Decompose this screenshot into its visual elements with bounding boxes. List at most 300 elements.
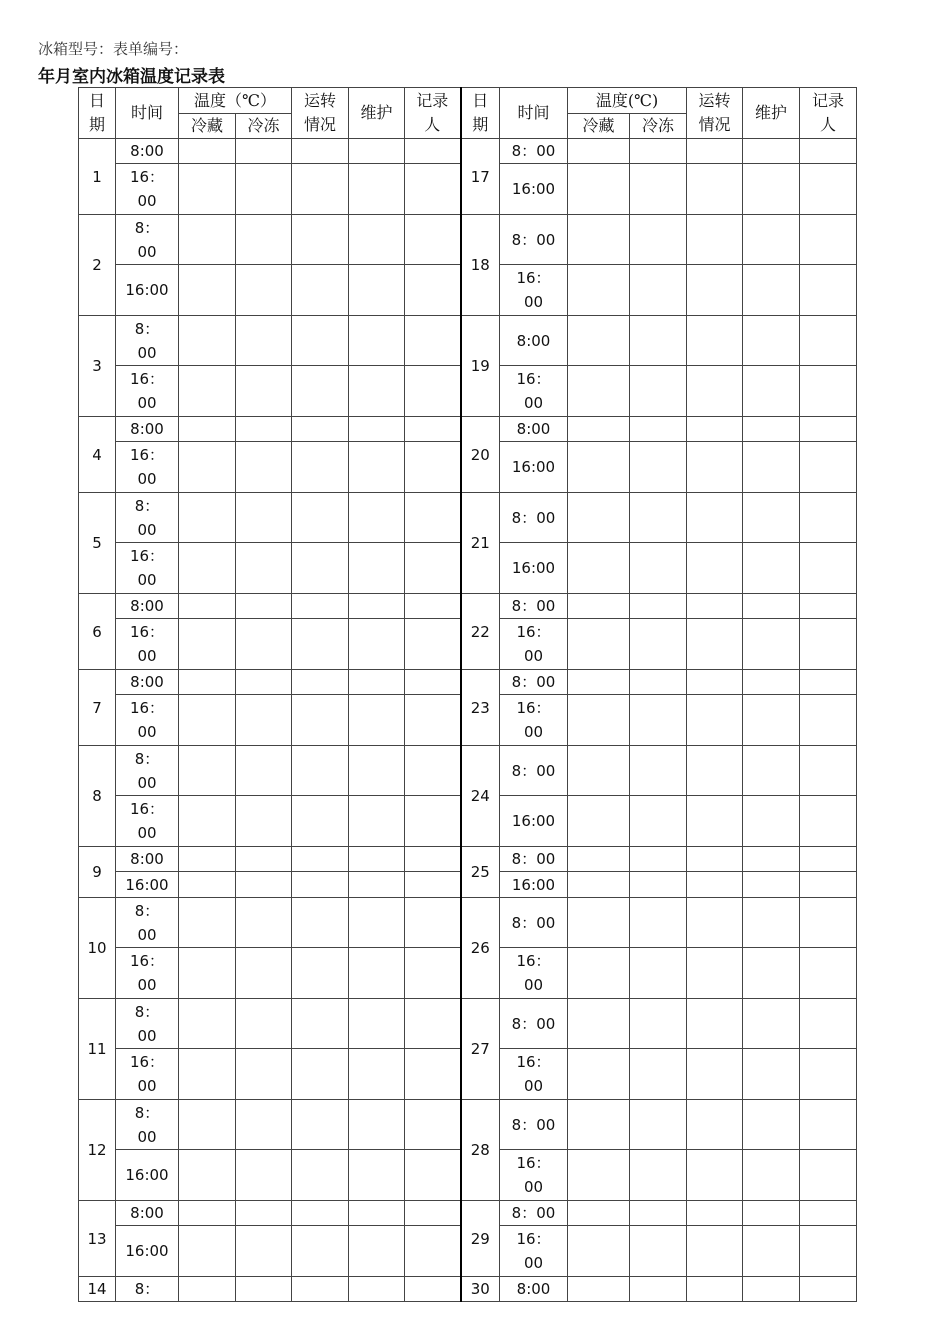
right-status-cell[interactable] xyxy=(687,898,743,948)
left-status-cell[interactable] xyxy=(292,898,349,948)
left-recorder-cell[interactable] xyxy=(405,1100,461,1150)
left-recorder-cell[interactable] xyxy=(405,670,461,695)
time-cell-morning-left: 8： 00 xyxy=(116,1100,179,1150)
right-cold-temp-cell[interactable] xyxy=(568,746,630,796)
right-frozen-temp-cell[interactable] xyxy=(630,164,687,215)
left-status-cell[interactable] xyxy=(292,139,349,164)
left-maintenance-cell[interactable] xyxy=(349,442,405,493)
right-recorder-cell[interactable] xyxy=(800,1226,857,1277)
header-frozen-right: 冷冻 xyxy=(630,114,687,139)
left-frozen-temp-cell[interactable] xyxy=(236,619,292,670)
right-maintenance-cell[interactable] xyxy=(743,1226,800,1277)
right-recorder-cell[interactable] xyxy=(800,1100,857,1150)
left-maintenance-cell[interactable] xyxy=(349,948,405,999)
right-maintenance-cell[interactable] xyxy=(743,265,800,316)
right-recorder-cell[interactable] xyxy=(800,215,857,265)
right-maintenance-cell[interactable] xyxy=(743,594,800,619)
right-maintenance-cell[interactable] xyxy=(743,543,800,594)
left-cold-temp-cell[interactable] xyxy=(179,898,236,948)
left-cold-temp-cell[interactable] xyxy=(179,594,236,619)
right-maintenance-cell[interactable] xyxy=(743,366,800,417)
right-status-cell[interactable] xyxy=(687,1201,743,1226)
left-frozen-temp-cell[interactable] xyxy=(236,543,292,594)
day-cell-left: 13 xyxy=(79,1201,116,1277)
left-status-cell[interactable] xyxy=(292,265,349,316)
right-maintenance-cell[interactable] xyxy=(743,746,800,796)
left-cold-temp-cell[interactable] xyxy=(179,872,236,898)
right-cold-temp-cell[interactable] xyxy=(568,670,630,695)
right-frozen-temp-cell[interactable] xyxy=(630,872,687,898)
left-maintenance-cell[interactable] xyxy=(349,1150,405,1201)
right-maintenance-cell[interactable] xyxy=(743,215,800,265)
right-status-cell[interactable] xyxy=(687,164,743,215)
right-cold-temp-cell[interactable] xyxy=(568,1100,630,1150)
left-status-cell[interactable] xyxy=(292,695,349,746)
right-maintenance-cell[interactable] xyxy=(743,670,800,695)
right-maintenance-cell[interactable] xyxy=(743,1100,800,1150)
left-recorder-cell[interactable] xyxy=(405,872,461,898)
table-row xyxy=(79,316,857,366)
right-recorder-cell[interactable] xyxy=(800,1277,857,1302)
left-cold-temp-cell[interactable] xyxy=(179,1226,236,1277)
left-recorder-cell[interactable] xyxy=(405,746,461,796)
left-frozen-temp-cell[interactable] xyxy=(236,670,292,695)
time-cell-morning-left: 8:00 xyxy=(116,417,179,442)
left-recorder-cell[interactable] xyxy=(405,847,461,872)
right-recorder-cell[interactable] xyxy=(800,796,857,847)
right-frozen-temp-cell[interactable] xyxy=(630,999,687,1049)
left-status-cell[interactable] xyxy=(292,1100,349,1150)
left-maintenance-cell[interactable] xyxy=(349,215,405,265)
right-cold-temp-cell[interactable] xyxy=(568,139,630,164)
left-maintenance-cell[interactable] xyxy=(349,594,405,619)
left-frozen-temp-cell[interactable] xyxy=(236,796,292,847)
left-maintenance-cell[interactable] xyxy=(349,746,405,796)
left-maintenance-cell[interactable] xyxy=(349,670,405,695)
right-frozen-temp-cell[interactable] xyxy=(630,1201,687,1226)
right-recorder-cell[interactable] xyxy=(800,670,857,695)
right-recorder-cell[interactable] xyxy=(800,1049,857,1100)
left-maintenance-cell[interactable] xyxy=(349,164,405,215)
left-recorder-cell[interactable] xyxy=(405,265,461,316)
left-recorder-cell[interactable] xyxy=(405,417,461,442)
left-cold-temp-cell[interactable] xyxy=(179,847,236,872)
left-cold-temp-cell[interactable] xyxy=(179,796,236,847)
right-maintenance-cell[interactable] xyxy=(743,417,800,442)
left-recorder-cell[interactable] xyxy=(405,215,461,265)
left-maintenance-cell[interactable] xyxy=(349,1226,405,1277)
left-maintenance-cell[interactable] xyxy=(349,1100,405,1150)
left-recorder-cell[interactable] xyxy=(405,139,461,164)
right-frozen-temp-cell[interactable] xyxy=(630,1150,687,1201)
left-status-cell[interactable] xyxy=(292,366,349,417)
right-status-cell[interactable] xyxy=(687,366,743,417)
left-maintenance-cell[interactable] xyxy=(349,139,405,164)
right-frozen-temp-cell[interactable] xyxy=(630,898,687,948)
right-cold-temp-cell[interactable] xyxy=(568,1277,630,1302)
right-frozen-temp-cell[interactable] xyxy=(630,948,687,999)
right-recorder-cell[interactable] xyxy=(800,999,857,1049)
right-recorder-cell[interactable] xyxy=(800,872,857,898)
right-frozen-temp-cell[interactable] xyxy=(630,543,687,594)
right-cold-temp-cell[interactable] xyxy=(568,796,630,847)
left-maintenance-cell[interactable] xyxy=(349,847,405,872)
right-cold-temp-cell[interactable] xyxy=(568,265,630,316)
right-cold-temp-cell[interactable] xyxy=(568,847,630,872)
right-cold-temp-cell[interactable] xyxy=(568,316,630,366)
right-status-cell[interactable] xyxy=(687,695,743,746)
right-frozen-temp-cell[interactable] xyxy=(630,1049,687,1100)
right-cold-temp-cell[interactable] xyxy=(568,543,630,594)
right-recorder-cell[interactable] xyxy=(800,442,857,493)
left-maintenance-cell[interactable] xyxy=(349,417,405,442)
right-cold-temp-cell[interactable] xyxy=(568,948,630,999)
table-header xyxy=(79,88,857,139)
left-maintenance-cell[interactable] xyxy=(349,695,405,746)
left-recorder-cell[interactable] xyxy=(405,366,461,417)
right-maintenance-cell[interactable] xyxy=(743,1201,800,1226)
left-cold-temp-cell[interactable] xyxy=(179,265,236,316)
left-frozen-temp-cell[interactable] xyxy=(236,493,292,543)
left-recorder-cell[interactable] xyxy=(405,898,461,948)
left-recorder-cell[interactable] xyxy=(405,1049,461,1100)
left-cold-temp-cell[interactable] xyxy=(179,417,236,442)
right-cold-temp-cell[interactable] xyxy=(568,366,630,417)
right-recorder-cell[interactable] xyxy=(800,265,857,316)
right-status-cell[interactable] xyxy=(687,948,743,999)
right-cold-temp-cell[interactable] xyxy=(568,417,630,442)
right-status-cell[interactable] xyxy=(687,594,743,619)
right-frozen-temp-cell[interactable] xyxy=(630,695,687,746)
left-status-cell[interactable] xyxy=(292,1201,349,1226)
time-cell-afternoon-right: 16： 00 xyxy=(500,1150,568,1201)
left-frozen-temp-cell[interactable] xyxy=(236,872,292,898)
left-status-cell[interactable] xyxy=(292,442,349,493)
right-recorder-cell[interactable] xyxy=(800,164,857,215)
right-status-cell[interactable] xyxy=(687,493,743,543)
left-recorder-cell[interactable] xyxy=(405,1277,461,1302)
left-frozen-temp-cell[interactable] xyxy=(236,417,292,442)
right-recorder-cell[interactable] xyxy=(800,366,857,417)
right-status-cell[interactable] xyxy=(687,316,743,366)
left-recorder-cell[interactable] xyxy=(405,1150,461,1201)
left-cold-temp-cell[interactable] xyxy=(179,1100,236,1150)
right-frozen-temp-cell[interactable] xyxy=(630,215,687,265)
right-status-cell[interactable] xyxy=(687,999,743,1049)
right-recorder-cell[interactable] xyxy=(800,898,857,948)
right-frozen-temp-cell[interactable] xyxy=(630,493,687,543)
left-cold-temp-cell[interactable] xyxy=(179,316,236,366)
left-cold-temp-cell[interactable] xyxy=(179,543,236,594)
left-frozen-temp-cell[interactable] xyxy=(236,1201,292,1226)
right-cold-temp-cell[interactable] xyxy=(568,619,630,670)
left-status-cell[interactable] xyxy=(292,1226,349,1277)
left-status-cell[interactable] xyxy=(292,417,349,442)
right-maintenance-cell[interactable] xyxy=(743,164,800,215)
time-cell-afternoon-right: 16:00 xyxy=(500,164,568,215)
table-row xyxy=(79,847,857,872)
left-status-cell[interactable] xyxy=(292,746,349,796)
left-cold-temp-cell[interactable] xyxy=(179,442,236,493)
left-cold-temp-cell[interactable] xyxy=(179,1277,236,1302)
left-recorder-cell[interactable] xyxy=(405,948,461,999)
left-frozen-temp-cell[interactable] xyxy=(236,1049,292,1100)
day-cell-right: 19 xyxy=(461,316,500,417)
right-frozen-temp-cell[interactable] xyxy=(630,316,687,366)
left-recorder-cell[interactable] xyxy=(405,543,461,594)
left-status-cell[interactable] xyxy=(292,316,349,366)
left-maintenance-cell[interactable] xyxy=(349,1201,405,1226)
right-status-cell[interactable] xyxy=(687,1277,743,1302)
right-recorder-cell[interactable] xyxy=(800,594,857,619)
left-maintenance-cell[interactable] xyxy=(349,1277,405,1302)
right-status-cell[interactable] xyxy=(687,872,743,898)
right-frozen-temp-cell[interactable] xyxy=(630,417,687,442)
header-status-left: 运转 情况 xyxy=(292,88,349,139)
right-recorder-cell[interactable] xyxy=(800,619,857,670)
left-recorder-cell[interactable] xyxy=(405,796,461,847)
right-maintenance-cell[interactable] xyxy=(743,139,800,164)
left-frozen-temp-cell[interactable] xyxy=(236,746,292,796)
right-status-cell[interactable] xyxy=(687,619,743,670)
left-status-cell[interactable] xyxy=(292,847,349,872)
time-cell-afternoon-right: 16： 00 xyxy=(500,366,568,417)
left-status-cell[interactable] xyxy=(292,215,349,265)
left-frozen-temp-cell[interactable] xyxy=(236,139,292,164)
right-frozen-temp-cell[interactable] xyxy=(630,1277,687,1302)
table-body xyxy=(79,139,857,1302)
left-maintenance-cell[interactable] xyxy=(349,796,405,847)
right-status-cell[interactable] xyxy=(687,796,743,847)
left-recorder-cell[interactable] xyxy=(405,442,461,493)
left-frozen-temp-cell[interactable] xyxy=(236,1150,292,1201)
day-cell-left: 3 xyxy=(79,316,116,417)
left-cold-temp-cell[interactable] xyxy=(179,948,236,999)
right-status-cell[interactable] xyxy=(687,215,743,265)
left-maintenance-cell[interactable] xyxy=(349,543,405,594)
right-recorder-cell[interactable] xyxy=(800,746,857,796)
right-frozen-temp-cell[interactable] xyxy=(630,442,687,493)
left-cold-temp-cell[interactable] xyxy=(179,1201,236,1226)
right-recorder-cell[interactable] xyxy=(800,1150,857,1201)
left-recorder-cell[interactable] xyxy=(405,999,461,1049)
right-cold-temp-cell[interactable] xyxy=(568,999,630,1049)
right-maintenance-cell[interactable] xyxy=(743,1049,800,1100)
right-cold-temp-cell[interactable] xyxy=(568,493,630,543)
left-recorder-cell[interactable] xyxy=(405,695,461,746)
left-frozen-temp-cell[interactable] xyxy=(236,1226,292,1277)
right-maintenance-cell[interactable] xyxy=(743,442,800,493)
right-recorder-cell[interactable] xyxy=(800,417,857,442)
time-cell-morning-left: 8:00 xyxy=(116,670,179,695)
left-status-cell[interactable] xyxy=(292,1150,349,1201)
right-maintenance-cell[interactable] xyxy=(743,872,800,898)
left-cold-temp-cell[interactable] xyxy=(179,366,236,417)
right-frozen-temp-cell[interactable] xyxy=(630,847,687,872)
header-recorder-left: 记录 人 xyxy=(405,88,461,139)
right-cold-temp-cell[interactable] xyxy=(568,215,630,265)
left-status-cell[interactable] xyxy=(292,1277,349,1302)
left-maintenance-cell[interactable] xyxy=(349,1049,405,1100)
right-maintenance-cell[interactable] xyxy=(743,619,800,670)
left-cold-temp-cell[interactable] xyxy=(179,493,236,543)
left-status-cell[interactable] xyxy=(292,999,349,1049)
right-cold-temp-cell[interactable] xyxy=(568,442,630,493)
left-cold-temp-cell[interactable] xyxy=(179,139,236,164)
left-recorder-cell[interactable] xyxy=(405,164,461,215)
time-cell-morning-left: 8： 00 xyxy=(116,999,179,1049)
left-cold-temp-cell[interactable] xyxy=(179,746,236,796)
left-frozen-temp-cell[interactable] xyxy=(236,215,292,265)
left-maintenance-cell[interactable] xyxy=(349,619,405,670)
right-status-cell[interactable] xyxy=(687,670,743,695)
right-cold-temp-cell[interactable] xyxy=(568,1150,630,1201)
left-frozen-temp-cell[interactable] xyxy=(236,164,292,215)
left-maintenance-cell[interactable] xyxy=(349,999,405,1049)
left-frozen-temp-cell[interactable] xyxy=(236,695,292,746)
left-maintenance-cell[interactable] xyxy=(349,898,405,948)
left-cold-temp-cell[interactable] xyxy=(179,619,236,670)
right-frozen-temp-cell[interactable] xyxy=(630,366,687,417)
right-recorder-cell[interactable] xyxy=(800,695,857,746)
right-status-cell[interactable] xyxy=(687,417,743,442)
left-maintenance-cell[interactable] xyxy=(349,366,405,417)
right-cold-temp-cell[interactable] xyxy=(568,872,630,898)
day-cell-right: 27 xyxy=(461,999,500,1100)
right-frozen-temp-cell[interactable] xyxy=(630,796,687,847)
right-maintenance-cell[interactable] xyxy=(743,999,800,1049)
day-cell-left: 8 xyxy=(79,746,116,847)
right-status-cell[interactable] xyxy=(687,746,743,796)
right-frozen-temp-cell[interactable] xyxy=(630,670,687,695)
right-status-cell[interactable] xyxy=(687,1100,743,1150)
left-frozen-temp-cell[interactable] xyxy=(236,1277,292,1302)
time-cell-afternoon-left: 16： 00 xyxy=(116,442,179,493)
right-cold-temp-cell[interactable] xyxy=(568,1201,630,1226)
right-maintenance-cell[interactable] xyxy=(743,948,800,999)
right-status-cell[interactable] xyxy=(687,1226,743,1277)
table-row xyxy=(79,898,857,948)
right-frozen-temp-cell[interactable] xyxy=(630,265,687,316)
right-recorder-cell[interactable] xyxy=(800,493,857,543)
left-cold-temp-cell[interactable] xyxy=(179,215,236,265)
day-cell-left: 10 xyxy=(79,898,116,999)
left-frozen-temp-cell[interactable] xyxy=(236,366,292,417)
right-status-cell[interactable] xyxy=(687,265,743,316)
time-cell-morning-right: 8:00 xyxy=(500,1277,568,1302)
left-status-cell[interactable] xyxy=(292,164,349,215)
right-cold-temp-cell[interactable] xyxy=(568,695,630,746)
left-cold-temp-cell[interactable] xyxy=(179,695,236,746)
left-frozen-temp-cell[interactable] xyxy=(236,265,292,316)
right-frozen-temp-cell[interactable] xyxy=(630,1226,687,1277)
right-recorder-cell[interactable] xyxy=(800,1201,857,1226)
left-status-cell[interactable] xyxy=(292,493,349,543)
time-cell-morning-left: 8:00 xyxy=(116,847,179,872)
left-frozen-temp-cell[interactable] xyxy=(236,316,292,366)
right-maintenance-cell[interactable] xyxy=(743,695,800,746)
left-cold-temp-cell[interactable] xyxy=(179,164,236,215)
left-recorder-cell[interactable] xyxy=(405,594,461,619)
right-status-cell[interactable] xyxy=(687,1150,743,1201)
day-cell-left: 12 xyxy=(79,1100,116,1201)
right-status-cell[interactable] xyxy=(687,442,743,493)
right-recorder-cell[interactable] xyxy=(800,847,857,872)
left-frozen-temp-cell[interactable] xyxy=(236,847,292,872)
right-maintenance-cell[interactable] xyxy=(743,847,800,872)
left-cold-temp-cell[interactable] xyxy=(179,670,236,695)
right-maintenance-cell[interactable] xyxy=(743,316,800,366)
right-frozen-temp-cell[interactable] xyxy=(630,746,687,796)
right-maintenance-cell[interactable] xyxy=(743,493,800,543)
header-recorder-right: 记录 人 xyxy=(800,88,857,139)
right-frozen-temp-cell[interactable] xyxy=(630,619,687,670)
right-cold-temp-cell[interactable] xyxy=(568,1226,630,1277)
left-maintenance-cell[interactable] xyxy=(349,316,405,366)
left-cold-temp-cell[interactable] xyxy=(179,1150,236,1201)
right-status-cell[interactable] xyxy=(687,543,743,594)
right-cold-temp-cell[interactable] xyxy=(568,898,630,948)
right-status-cell[interactable] xyxy=(687,139,743,164)
left-recorder-cell[interactable] xyxy=(405,316,461,366)
left-recorder-cell[interactable] xyxy=(405,1226,461,1277)
left-status-cell[interactable] xyxy=(292,872,349,898)
day-cell-left: 6 xyxy=(79,594,116,670)
left-maintenance-cell[interactable] xyxy=(349,872,405,898)
right-recorder-cell[interactable] xyxy=(800,948,857,999)
left-frozen-temp-cell[interactable] xyxy=(236,999,292,1049)
right-status-cell[interactable] xyxy=(687,1049,743,1100)
left-frozen-temp-cell[interactable] xyxy=(236,442,292,493)
right-recorder-cell[interactable] xyxy=(800,316,857,366)
time-cell-afternoon-left: 16： 00 xyxy=(116,1049,179,1100)
right-maintenance-cell[interactable] xyxy=(743,796,800,847)
right-cold-temp-cell[interactable] xyxy=(568,164,630,215)
right-recorder-cell[interactable] xyxy=(800,543,857,594)
left-status-cell[interactable] xyxy=(292,619,349,670)
left-status-cell[interactable] xyxy=(292,543,349,594)
right-frozen-temp-cell[interactable] xyxy=(630,139,687,164)
left-maintenance-cell[interactable] xyxy=(349,265,405,316)
right-status-cell[interactable] xyxy=(687,847,743,872)
right-maintenance-cell[interactable] xyxy=(743,1150,800,1201)
left-status-cell[interactable] xyxy=(292,1049,349,1100)
left-recorder-cell[interactable] xyxy=(405,1201,461,1226)
right-maintenance-cell[interactable] xyxy=(743,898,800,948)
left-status-cell[interactable] xyxy=(292,796,349,847)
right-maintenance-cell[interactable] xyxy=(743,1277,800,1302)
left-frozen-temp-cell[interactable] xyxy=(236,1100,292,1150)
left-maintenance-cell[interactable] xyxy=(349,493,405,543)
right-cold-temp-cell[interactable] xyxy=(568,1049,630,1100)
left-cold-temp-cell[interactable] xyxy=(179,1049,236,1100)
time-cell-morning-right: 8：00 xyxy=(500,1100,568,1150)
left-recorder-cell[interactable] xyxy=(405,493,461,543)
left-cold-temp-cell[interactable] xyxy=(179,999,236,1049)
left-status-cell[interactable] xyxy=(292,948,349,999)
time-cell-afternoon-left: 16:00 xyxy=(116,1150,179,1201)
left-frozen-temp-cell[interactable] xyxy=(236,594,292,619)
left-frozen-temp-cell[interactable] xyxy=(236,898,292,948)
right-cold-temp-cell[interactable] xyxy=(568,594,630,619)
left-recorder-cell[interactable] xyxy=(405,619,461,670)
right-recorder-cell[interactable] xyxy=(800,139,857,164)
left-status-cell[interactable] xyxy=(292,594,349,619)
left-frozen-temp-cell[interactable] xyxy=(236,948,292,999)
right-frozen-temp-cell[interactable] xyxy=(630,1100,687,1150)
left-status-cell[interactable] xyxy=(292,670,349,695)
right-frozen-temp-cell[interactable] xyxy=(630,594,687,619)
